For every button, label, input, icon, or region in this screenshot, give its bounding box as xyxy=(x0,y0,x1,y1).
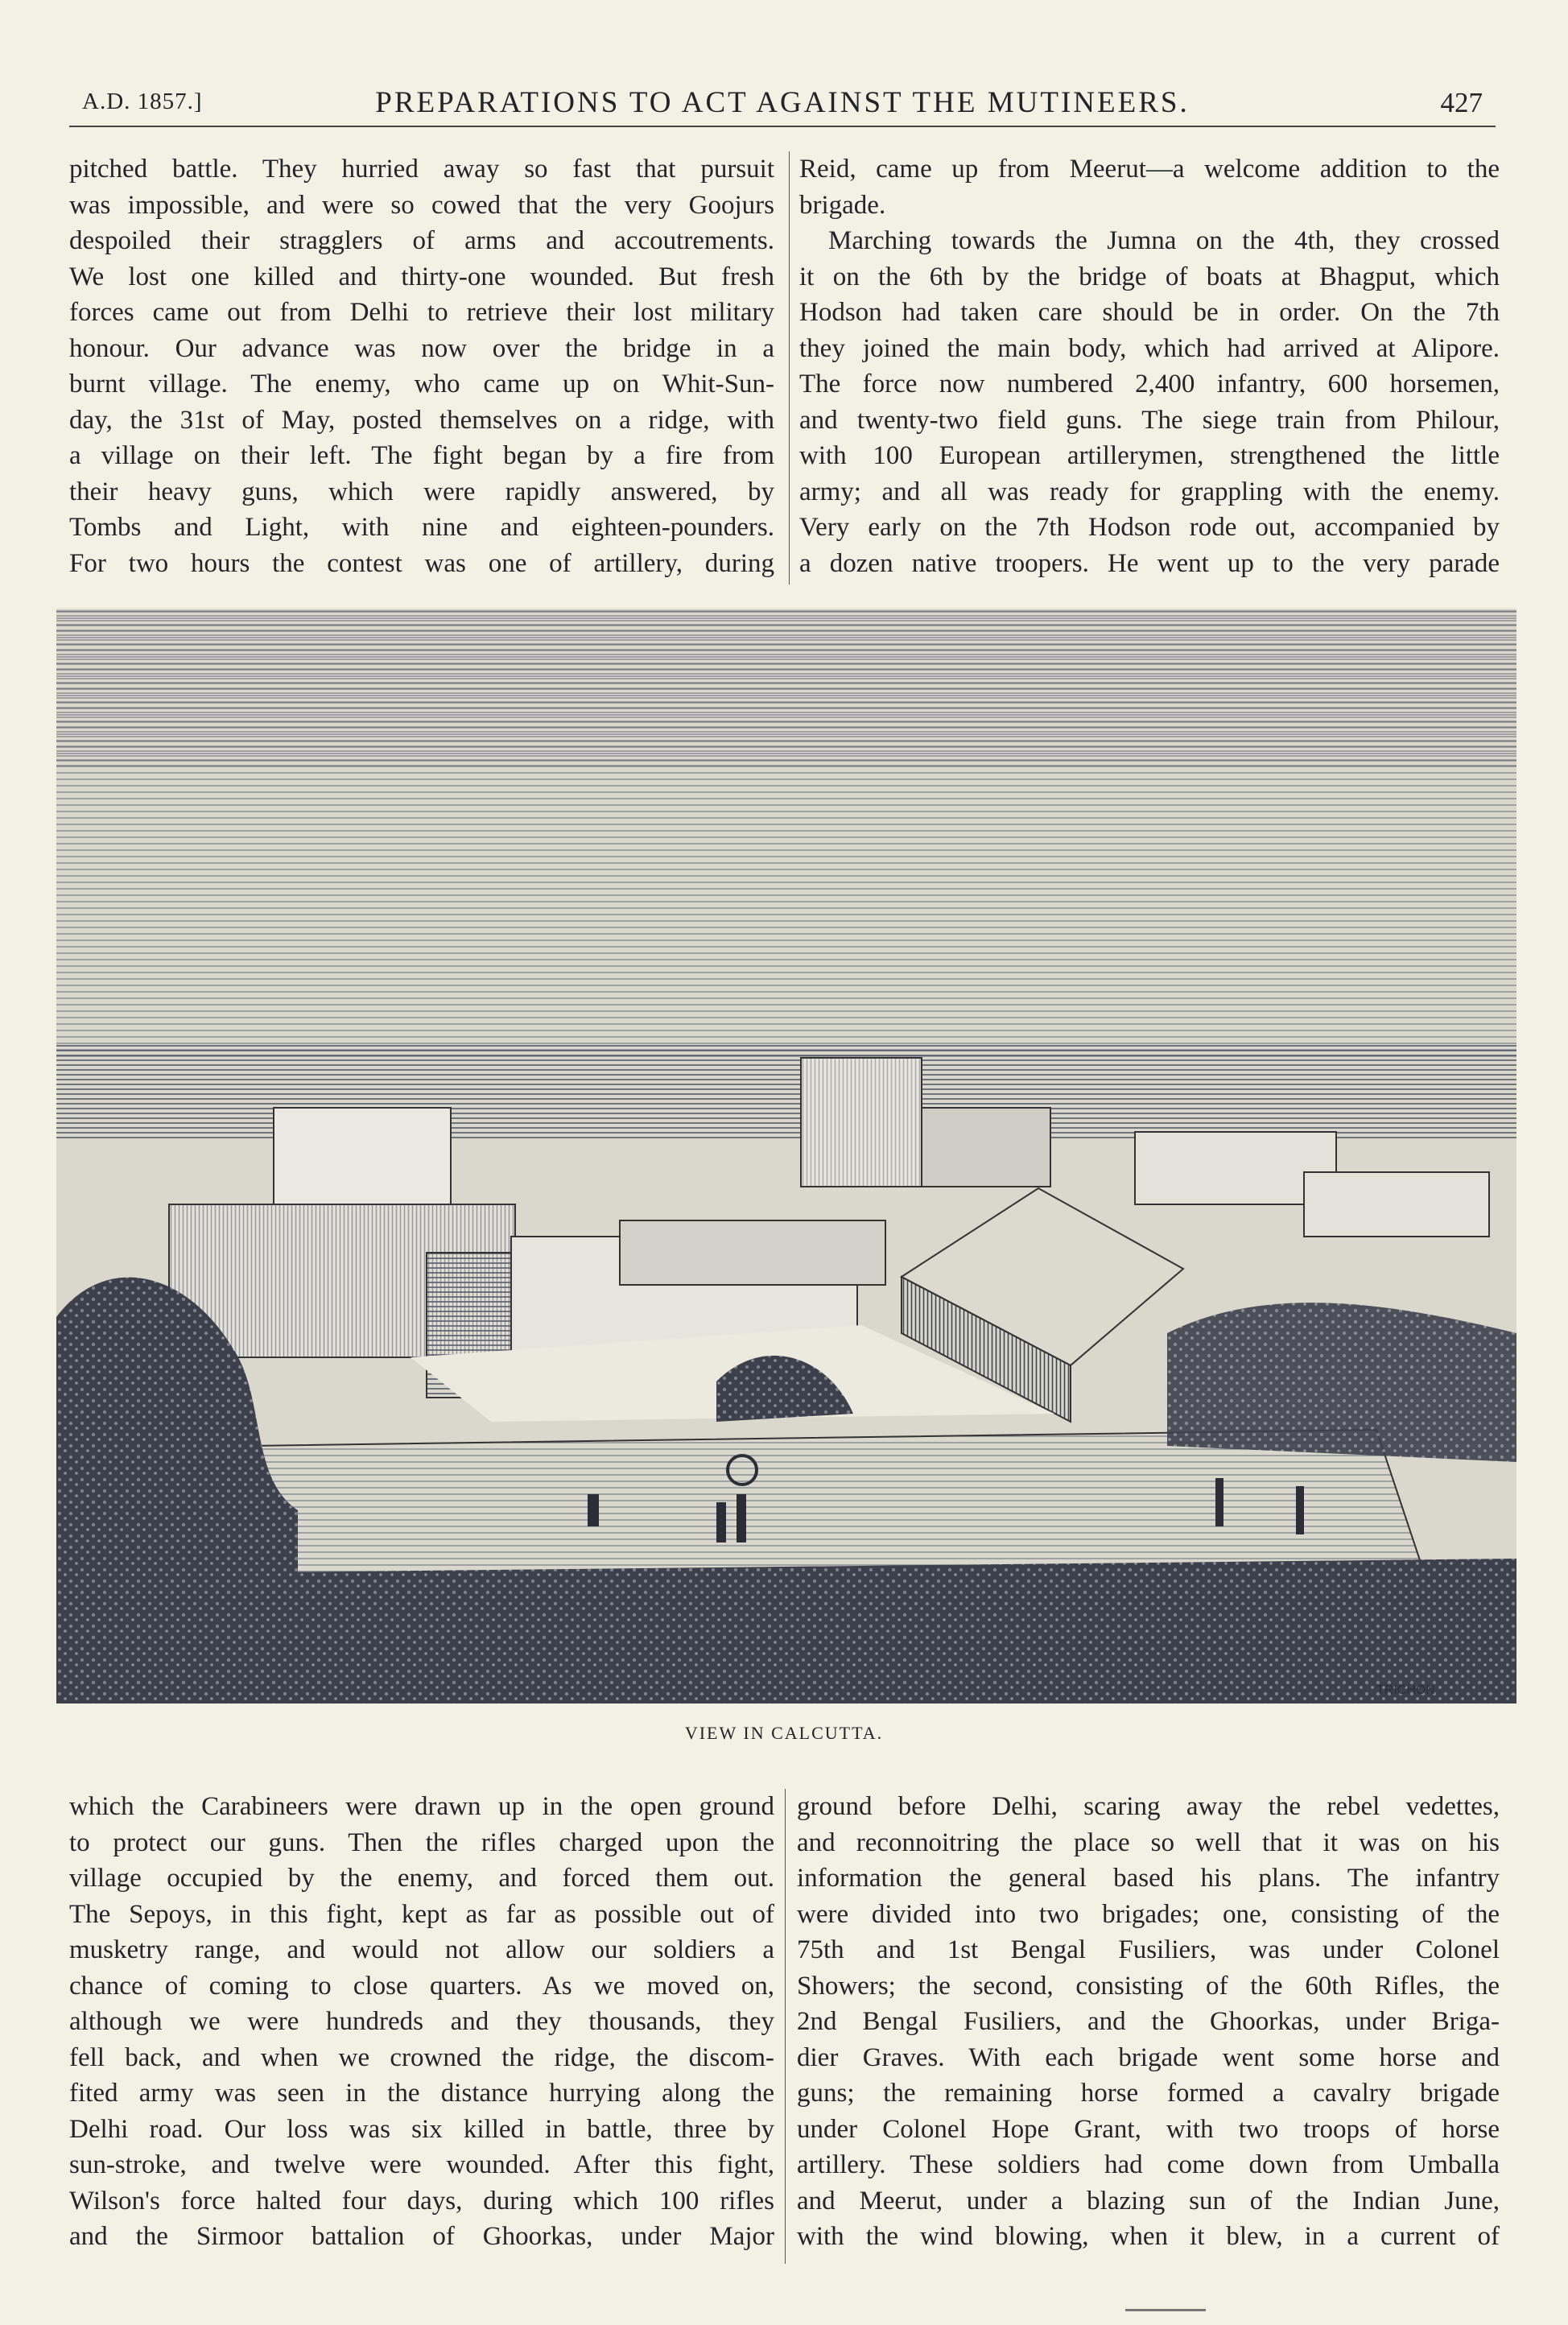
text-line: 75th and 1st Bengal Fusiliers, was under Colonel xyxy=(797,1935,1500,1964)
text-line: and twenty-two field guns. The siege train from Philour, xyxy=(799,405,1500,435)
text-line: information the general based his plans. The infantry xyxy=(797,1864,1500,1893)
text-line: despoiled their stragglers of arms and accoutrements. xyxy=(69,226,774,255)
text-line: and the Sirmoor battalion of Ghoorkas, under Major xyxy=(69,2222,774,2251)
text-line: were divided into two brigades; one, consisting of the xyxy=(797,1899,1500,1929)
page-number: 427 xyxy=(1440,87,1483,118)
text-line: with 100 European artillerymen, strengthened the little xyxy=(799,441,1500,470)
text-line: under Colonel Hope Grant, with two troops of horse xyxy=(797,2114,1500,2144)
figure-caption: VIEW IN CALCUTTA. xyxy=(684,1723,884,1743)
text-line: to protect our guns. Then the rifles charged upon the xyxy=(69,1827,774,1857)
text-line: burnt village. The enemy, who came up on Whit-Sun- xyxy=(69,370,774,399)
text-line: they joined the main body, which had arrived at Alipore. xyxy=(799,333,1500,363)
engraving-illustration xyxy=(56,609,1516,1703)
text-line: dier Graves. With each brigade went some horse and xyxy=(797,2042,1500,2072)
bottom-left-column xyxy=(69,1789,774,2255)
text-line: ground before Delhi, scaring away the rebel vedettes, xyxy=(797,1792,1500,1821)
text-line: which the Carabineers were drawn up in the open ground xyxy=(69,1792,774,1821)
text-line: army; and all was ready for grappling with the enemy. xyxy=(799,477,1500,506)
text-line: with the wind blowing, when it blew, in a current of xyxy=(797,2222,1500,2251)
text-line: Delhi road. Our loss was six killed in battle, three by xyxy=(69,2114,774,2144)
engraver-signature: TRICHON xyxy=(1376,1683,1435,1697)
text-line: The Sepoys, in this fight, kept as far as possible out of xyxy=(69,1899,774,1929)
header-date: A.D. 1857.] xyxy=(82,89,203,114)
text-line: For two hours the contest was one of artillery, during xyxy=(69,548,774,578)
text-line: chance of coming to close quarters. As we moved on, xyxy=(69,1971,774,2001)
text-line: 2nd Bengal Fusiliers, and the Ghoorkas, under Briga- xyxy=(797,2007,1500,2036)
text-line: musketry range, and would not allow our soldiers a xyxy=(69,1935,774,1964)
text-line: We lost one killed and thirty-one wounded. But fresh xyxy=(69,262,774,291)
running-header xyxy=(69,85,1496,127)
foliage-foreground xyxy=(56,1559,1516,1703)
text-line: day, the 31st of May, posted themselves on a ridge, with xyxy=(69,405,774,435)
text-line: The force now numbered 2,400 infantry, 600 horsemen, xyxy=(799,370,1500,399)
text-line: although we were hundreds and they thousands, they xyxy=(69,2007,774,2036)
column-divider xyxy=(789,151,790,584)
header-title: PREPARATIONS TO ACT AGAINST THE MUTINEERS. xyxy=(375,86,1190,119)
text-line: was impossible, and were so cowed that the very Goojurs xyxy=(69,190,774,220)
text-line: fell back, and when we crowned the ridge, the discom- xyxy=(69,2042,774,2072)
printer-mark xyxy=(1125,2309,1206,2311)
text-line: Hodson had taken care should be in order. On the 7th xyxy=(799,298,1500,327)
text-line: a dozen native troopers. He went up to the very parade xyxy=(799,548,1500,578)
text-line: Wilson's force halted four days, during which 100 rifles xyxy=(69,2186,774,2216)
top-left-column xyxy=(69,151,774,581)
top-right-column xyxy=(799,151,1500,581)
water-tank xyxy=(169,1430,1425,1583)
text-line: Tombs and Light, with nine and eighteen-pounders. xyxy=(69,513,774,542)
text-line: and reconnoitring the place so well that it was on his xyxy=(797,1827,1500,1857)
text-line: honour. Our advance was now over the bridge in a xyxy=(69,333,774,363)
text-line: sun-stroke, and twelve were wounded. After this fight, xyxy=(69,2150,774,2179)
text-line: a village on their left. The fight began by a fire from xyxy=(69,441,774,470)
text-line: Very early on the 7th Hodson rode out, accompanied by xyxy=(799,513,1500,542)
text-line: fited army was seen in the distance hurrying along the xyxy=(69,2079,774,2108)
column-divider xyxy=(785,1789,786,2264)
text-line: Showers; the second, consisting of the 60th Rifles, the xyxy=(797,1971,1500,2001)
text-line: forces came out from Delhi to retrieve their lost military xyxy=(69,298,774,327)
bottom-right-column xyxy=(797,1789,1500,2255)
text-line: and Meerut, under a blazing sun of the Indian June, xyxy=(797,2186,1500,2216)
text-line: their heavy guns, which were rapidly answered, by xyxy=(69,477,774,506)
text-line: brigade. xyxy=(799,190,886,220)
text-line: Reid, came up from Meerut—a welcome addition to the xyxy=(799,155,1500,184)
engraving-view-in-calcutta xyxy=(56,609,1516,1703)
text-line: guns; the remaining horse formed a cavalry brigade xyxy=(797,2079,1500,2108)
text-line: village occupied by the enemy, and forced them out. xyxy=(69,1864,774,1893)
text-line: it on the 6th by the bridge of boats at Bhagput, which xyxy=(799,262,1500,291)
text-line: artillery. These soldiers had come down from Umballa xyxy=(797,2150,1500,2179)
text-line: Marching towards the Jumna on the 4th, they crossed xyxy=(828,226,1500,255)
text-line: pitched battle. They hurried away so fast that pursuit xyxy=(69,155,774,184)
